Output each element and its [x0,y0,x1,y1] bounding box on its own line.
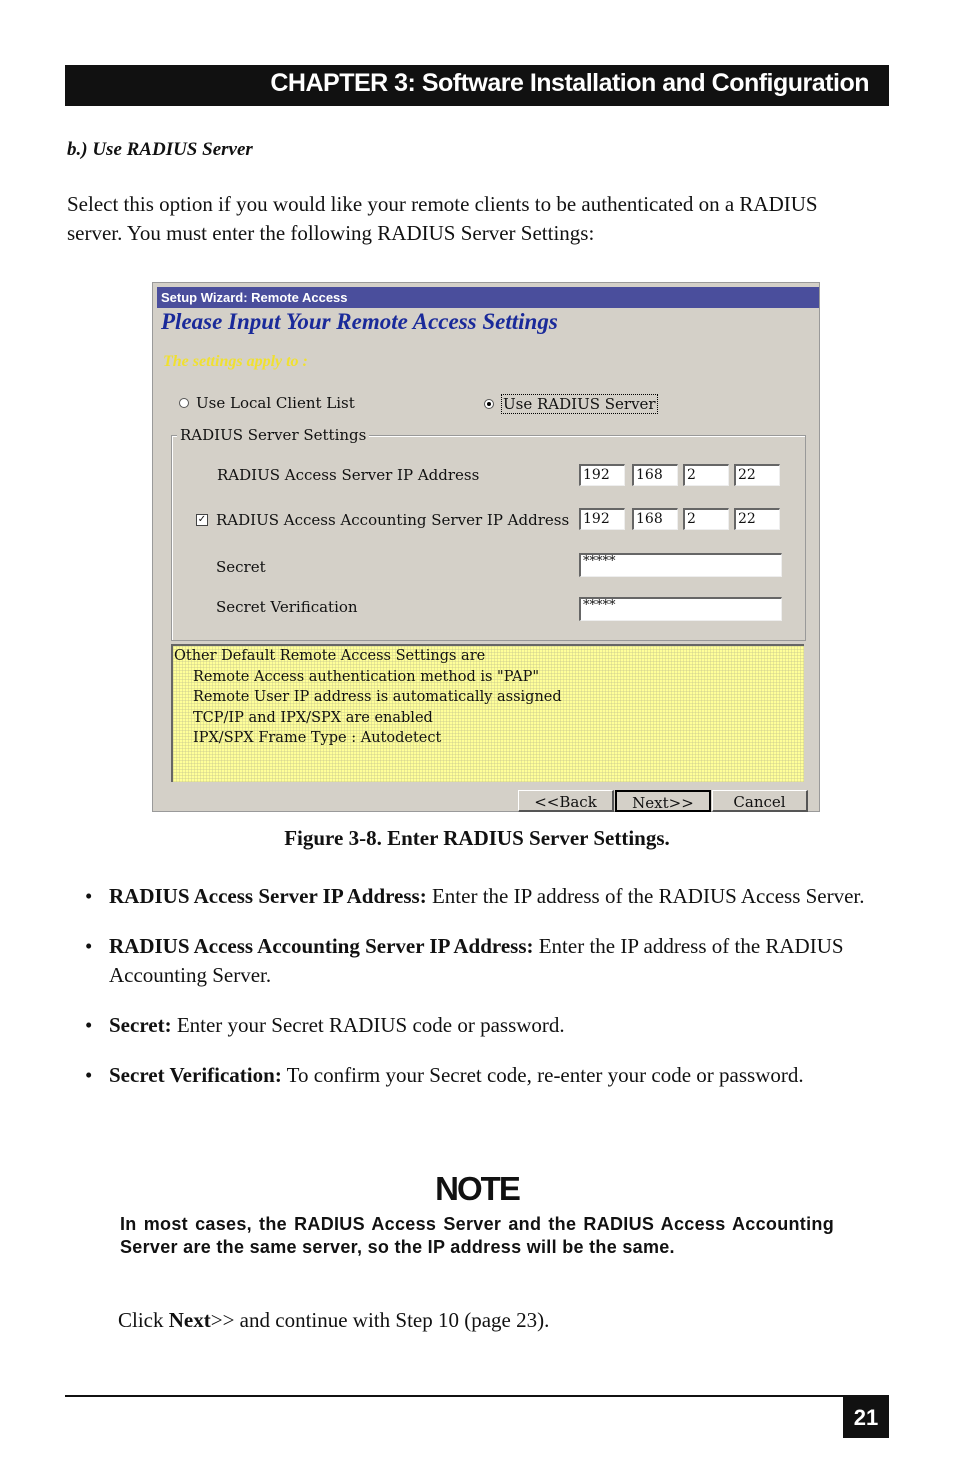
access-ip-octet-4[interactable]: 22 [734,464,780,486]
info-line: Other Default Remote Access Settings are [174,648,486,664]
bullet-term: Secret: [109,1013,172,1037]
list-item [85,1061,890,1090]
access-ip-octet-2[interactable]: 168 [632,464,678,486]
accounting-ip-octet-3[interactable]: 2 [683,508,729,530]
radio-selected-icon[interactable] [484,399,494,409]
bullet-term: RADIUS Access Accounting Server IP Address: [109,934,534,958]
list-item [85,1011,890,1040]
bullet-icon: • [85,1063,93,1087]
info-line: IPX/SPX Frame Type : Autodetect [193,730,442,746]
radio-radius-label: Use RADIUS Server [503,395,656,413]
secret-label: Secret [216,558,266,576]
access-server-label: RADIUS Access Server IP Address [217,466,480,484]
accounting-checkbox[interactable]: ✓ [197,514,207,525]
default-settings-info [171,644,804,782]
accounting-ip-octet-2[interactable]: 168 [632,508,678,530]
bullet-list [85,882,890,1090]
cancel-button[interactable]: Cancel [712,790,808,812]
bullet-icon: • [85,934,93,958]
dialog-subheading: The settings apply to : [163,353,308,370]
access-ip-octet-3[interactable]: 2 [683,464,729,486]
radio-use-radius-server[interactable] [484,394,658,414]
list-item [85,932,890,990]
footer-rule [65,1395,889,1397]
secret-input[interactable]: ***** [579,553,782,577]
dialog-heading: Please Input Your Remote Access Settings [161,309,558,334]
note-text: In most cases, the RADIUS Access Server and the RADIUS Access Accounting Server are the same server, so the IP address will be the same. [120,1214,834,1257]
closing-suffix: >> and continue with Step 10 (page 23). [210,1308,550,1332]
accounting-server-label: RADIUS Access Accounting Server IP Address [216,511,570,529]
bullet-text: Enter your Secret RADIUS code or password. [171,1013,565,1037]
radio-use-local-client-list[interactable] [179,394,355,412]
list-item [85,882,890,911]
bullet-icon: • [85,1013,93,1037]
bullet-term: Secret Verification: [109,1063,282,1087]
bullet-text: Enter the IP address of the RADIUS Access Server. [426,884,865,908]
secret-verification-label: Secret Verification [216,598,358,616]
bullet-text: Enter the IP address of the RADIUS Accounting Server. [109,934,844,987]
setup-wizard-dialog [152,282,820,812]
bullet-term: RADIUS Access Server IP Address: [109,884,427,908]
closing-prefix: Click [118,1308,169,1332]
dialog-title-bar: Setup Wizard: Remote Access [157,287,819,308]
info-line: TCP/IP and IPX/SPX are enabled [193,709,433,726]
bullet-icon: • [85,884,93,908]
access-ip-octet-1[interactable]: 192 [579,464,625,486]
section-heading: b.) Use RADIUS Server [67,139,253,160]
back-button[interactable]: <<Back [518,790,614,812]
radio-local-label: Use Local Client List [196,394,355,412]
accounting-ip-octet-4[interactable]: 22 [734,508,780,530]
chapter-header: CHAPTER 3: Software Installation and Configuration [65,65,889,106]
group-label: RADIUS Server Settings [177,426,369,444]
intro-paragraph: Select this option if you would like your remote clients to be authenticated on a RADIUS server. You must enter the following RADIUS Server Settings: [67,192,818,245]
figure-caption: Figure 3-8. Enter RADIUS Server Settings. [284,826,670,850]
secret-verification-input[interactable]: ***** [579,597,782,621]
closing-instruction [118,1308,549,1333]
accounting-ip-octet-1[interactable]: 192 [579,508,625,530]
note-title: NOTE [435,1170,519,1207]
radio-unselected-icon[interactable] [179,398,189,408]
bullet-text: To confirm your Secret code, re-enter your code or password. [281,1063,804,1087]
info-line: Remote Access authentication method is "PAP" [193,668,540,685]
page-number: 21 [843,1397,889,1438]
info-line: Remote User IP address is automatically assigned [193,689,562,705]
next-button[interactable]: Next>> [615,790,711,812]
closing-bold: Next [168,1308,211,1332]
